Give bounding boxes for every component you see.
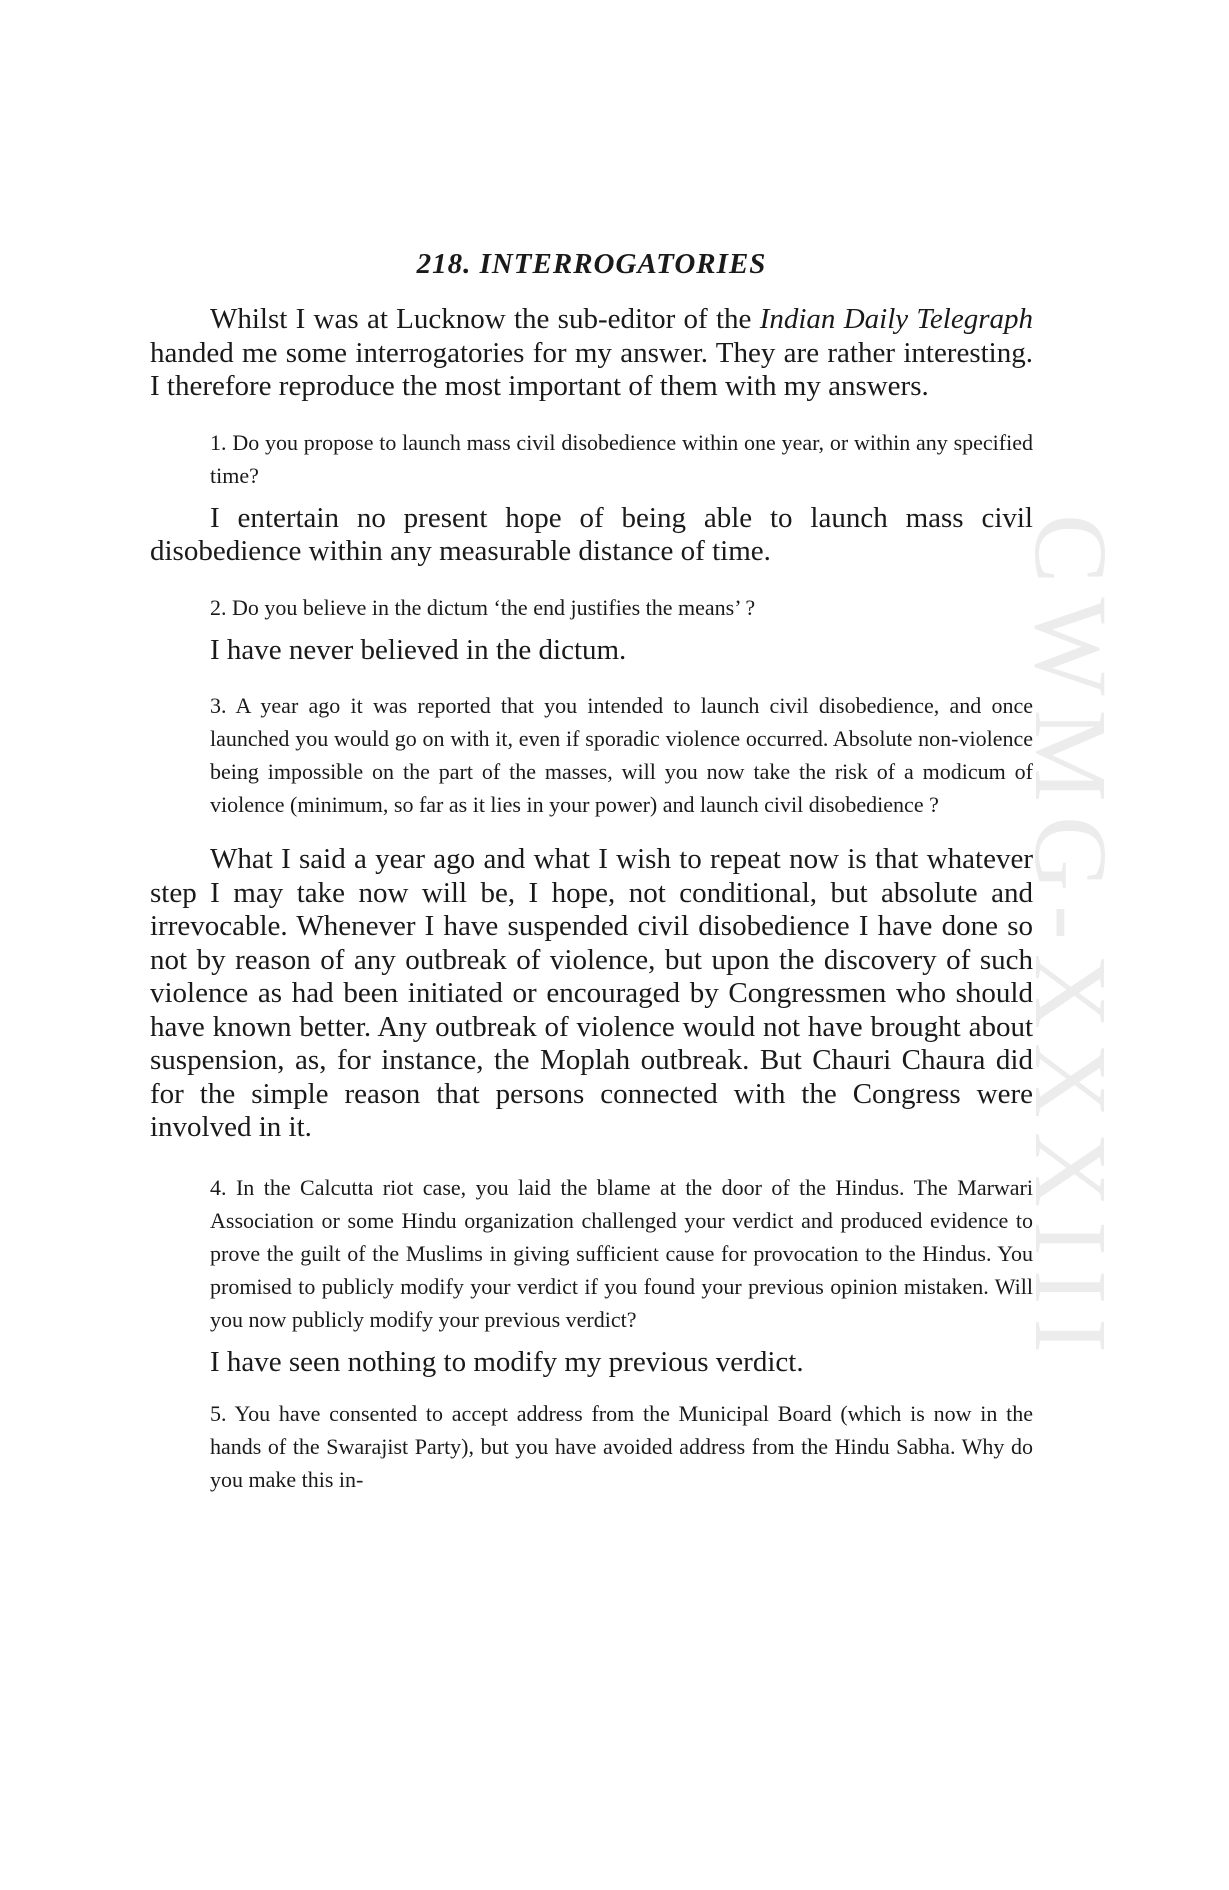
newspaper-name: Indian Daily Telegraph: [759, 303, 1033, 335]
question-4: [210, 1171, 1033, 1336]
question-number: 1.: [210, 429, 227, 455]
answer-1: I entertain no present hope of being able to launch mass civil disobedience within any measurable distance of time.: [150, 501, 1033, 567]
question-text: Do you believe in the dictum ‘the end justifies the means’ ?: [232, 594, 756, 620]
question-text: In the Calcutta riot case, you laid the blame at the door of the Hindus. The Marwari Association or some Hindu organization challenged your verdict and produced evidence to prove the guilt of the Muslims in giving sufficient cause for provocation to the Hindus. You promised to publicly modify your verdict if you found your previous opinion mistaken. Will you now publicly modify your previous verdict?: [210, 1174, 1033, 1332]
page-title: 218. INTERROGATORIES: [416, 248, 767, 280]
answer-2: I have never believed in the dictum.: [210, 633, 627, 666]
question-number: 3.: [210, 693, 227, 718]
answer-4: I have seen nothing to modify my previous verdict.: [210, 1345, 804, 1378]
question-text: Do you propose to launch mass civil disobedience within one year, or within any specified time?: [210, 429, 1033, 488]
question-number: 4.: [210, 1174, 227, 1200]
intro-text-2: handed me some interrogatories for my answer. They are rather interesting. I therefore reproduce the most important of them with my answers.: [150, 336, 1033, 402]
answer-3: What I said a year ago and what I wish to repeat now is that whatever step I may take now will be, I hope, not conditional, but absolute and irrevocable. Whenever I have suspended civil disobedience I have done so not by reason of any outbreak of violence, but upon the discovery of such violence as had been initiated or encouraged by Congressmen who should have known better. Any outbreak of violence would not have brought about suspension, as, for instance, the Moplah outbreak. But Chauri Chaura did for the simple reason that persons connected with the Congress were involved in it.: [150, 843, 1033, 1143]
intro-paragraph: [150, 303, 1033, 404]
question-text: You have consented to accept address from the Municipal Board (which is now in the hands of the Swarajist Party), but you have avoided address from the Hindu Sabha. Why do you make this in-: [210, 1401, 1034, 1492]
question-number: 5.: [210, 1401, 227, 1426]
intro-text-1: Whilst I was at Lucknow the sub-editor of the: [210, 303, 760, 335]
question-text: A year ago it was reported that you intended to launch civil disobedience, and once launched you would go on with it, even if sporadic violence occurred. Absolute non-violence being impossible on the part of the masses, will you now take the risk of a modicum of violence (minimum, so far as it lies in your power) and launch civil disobedience ?: [210, 693, 1033, 817]
watermark-text: CWMG-XXXIII: [1012, 513, 1128, 1367]
question-1: [210, 426, 1033, 492]
question-5: [210, 1397, 1033, 1496]
question-3: [210, 689, 1033, 821]
question-number: 2.: [210, 594, 227, 620]
question-2: [210, 591, 1033, 624]
document-page: [150, 248, 1033, 1506]
